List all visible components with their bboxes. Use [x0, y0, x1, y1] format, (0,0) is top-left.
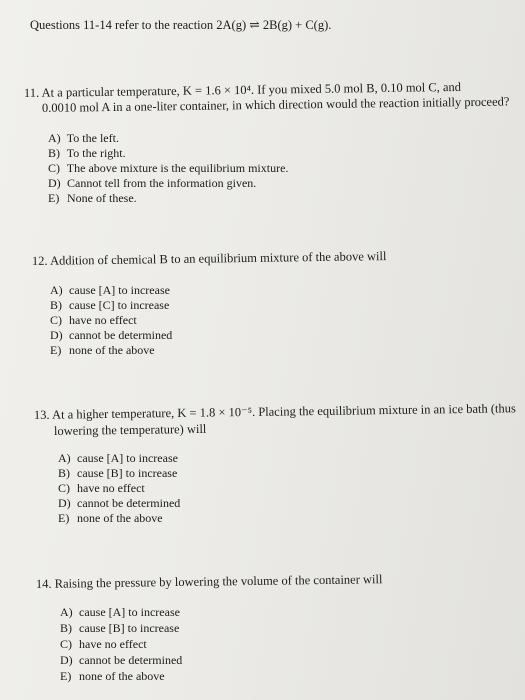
option-text: cannot be determined [69, 328, 173, 342]
option-letter: D) [58, 496, 71, 510]
option-text: cause [C] to increase [69, 298, 170, 312]
option-letter: B) [60, 621, 72, 635]
question-14-option [60, 637, 147, 652]
question-11-option [48, 161, 288, 176]
section-header: Questions 11-14 refer to the reaction 2A(g) ⇌ 2B(g) + C(g). [30, 18, 332, 32]
option-letter: E) [58, 511, 70, 525]
question-13-option [58, 481, 145, 496]
question-14-option [60, 621, 179, 636]
option-text: have no effect [79, 637, 147, 651]
question-13-option [58, 496, 180, 511]
option-letter: A) [60, 605, 73, 619]
question-11-option [48, 146, 126, 161]
option-text: To the right. [66, 146, 126, 160]
option-text: None of these. [67, 191, 137, 205]
option-text: cause [A] to increase [69, 283, 170, 297]
option-text: cause [B] to increase [77, 466, 178, 480]
option-text: The above mixture is the equilibrium mixture. [66, 161, 289, 175]
question-11-option [48, 131, 119, 146]
question-11-option [48, 176, 256, 191]
option-letter: A) [50, 283, 63, 297]
option-letter: E) [50, 343, 62, 357]
question-12-option [50, 343, 155, 358]
option-letter: A) [58, 451, 71, 465]
option-letter: B) [50, 298, 62, 312]
option-letter: B) [48, 146, 60, 160]
question-14-stem: 14. Raising the pressure by lowering the volume of the container will [35, 572, 383, 591]
question-12-option [50, 283, 170, 298]
question-14-option [60, 605, 180, 620]
question-13-stem: 13. At a higher temperature, K = 1.8 × 10⁻⁵. Placing the equilibrium mixture in an ice bath (thus [33, 401, 516, 422]
option-letter: B) [58, 466, 70, 480]
option-letter: A) [48, 131, 61, 145]
question-11-option [48, 191, 137, 206]
question-12-option [50, 328, 172, 343]
option-text: Cannot tell from the information given. [67, 176, 257, 190]
question-14-option [60, 669, 165, 684]
option-letter: E) [48, 191, 60, 205]
option-text: cause [A] to increase [79, 605, 180, 619]
option-text: none of the above [79, 669, 165, 683]
option-letter: C) [48, 161, 60, 175]
question-13-option [58, 451, 178, 466]
question-12-option [50, 313, 137, 328]
question-13-stem: lowering the temperature) will [53, 421, 207, 438]
question-12-stem: 12. Addition of chemical B to an equilibrium mixture of the above will [31, 249, 387, 268]
option-text: have no effect [77, 481, 145, 495]
option-letter: E) [60, 669, 72, 683]
question-13-option [58, 511, 163, 526]
question-11-stem: 11. At a particular temperature, K = 1.6 × 10⁴. If you mixed 5.0 mol B, 0.10 mol C, and [23, 79, 462, 100]
option-text: cause [B] to increase [79, 621, 180, 635]
option-text: have no effect [69, 313, 137, 327]
option-text: none of the above [69, 343, 155, 357]
question-12-option [50, 298, 169, 313]
option-text: To the left. [66, 131, 119, 145]
option-letter: C) [50, 313, 62, 327]
question-11-stem: 0.0010 mol A in a one-liter container, in which direction would the reaction initially proceed? [41, 94, 510, 115]
option-letter: D) [48, 176, 61, 190]
option-text: none of the above [77, 511, 163, 525]
option-letter: C) [60, 637, 72, 651]
question-14-option [60, 653, 182, 668]
option-letter: D) [50, 328, 63, 342]
option-text: cannot be determined [79, 653, 183, 667]
option-text: cannot be determined [77, 496, 181, 510]
option-letter: C) [58, 481, 70, 495]
option-letter: D) [60, 653, 73, 667]
option-text: cause [A] to increase [77, 451, 178, 465]
question-13-option [58, 466, 177, 481]
